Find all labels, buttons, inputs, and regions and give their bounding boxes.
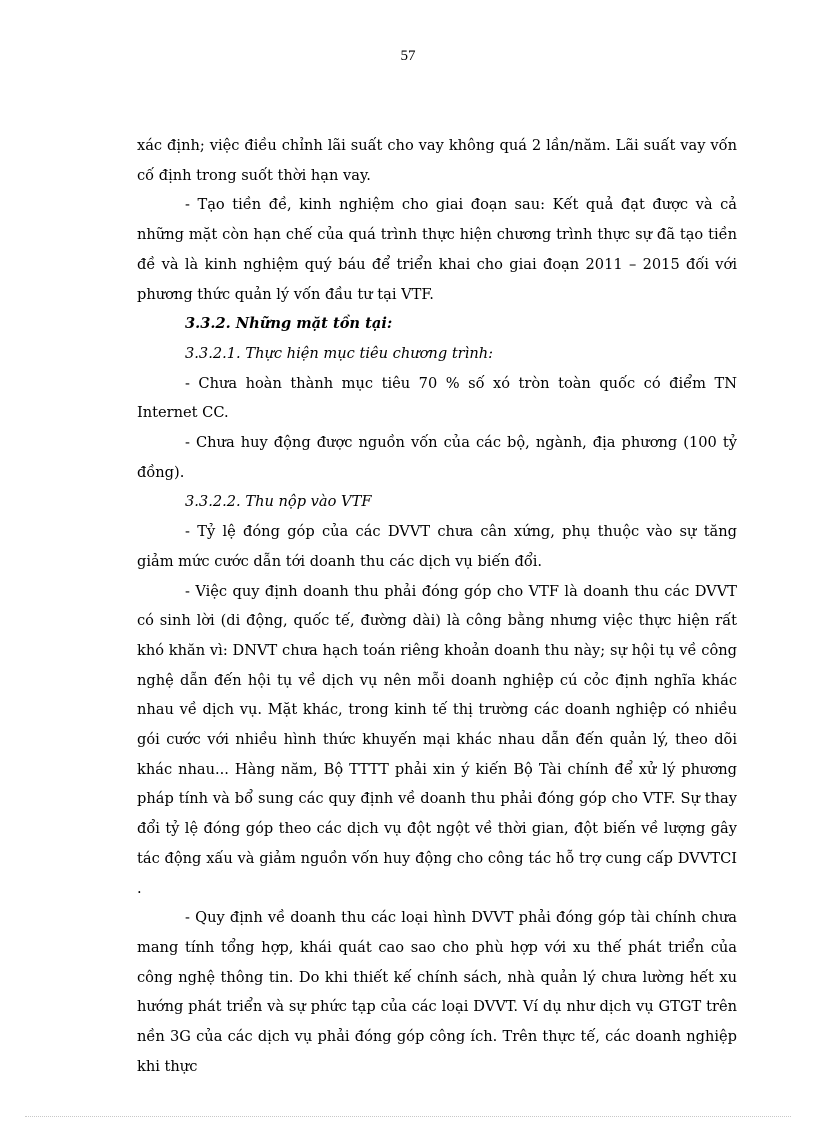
paragraph: - Chưa huy động được nguồn vốn của các bộ, ngành, địa phương (100 tỷ đồng). xyxy=(137,434,737,481)
paragraph: xác định; việc điều chỉnh lãi suất cho vay không quá 2 lần/năm. Lãi suất vay vốn cố định trong suốt thời hạn vay. xyxy=(137,137,737,184)
section-heading: 3.3.2. Những mặt tồn tại: xyxy=(185,315,393,333)
paragraph: - Việc quy định doanh thu phải đóng góp cho VTF là doanh thu các DVVT có sinh lời (di động, quốc tế, đường dài) là công bằng nhưng việc thực hiện rất khó khăn vì: DNVT chưa hạch toán riêng khoản doanh thu này; sự hội tụ về công nghệ dẫn đến hội tụ về dịch vụ nên mỗi doanh nghiệp cú cỏc định nghĩa khác nhau về dịch vụ. Mặt khác, trong kinh tế thị trường các doanh nghiệp có nhiều gói cước với nhiều hình thức khuyến mại khác nhau dẫn đến quản lý, theo dõi khác nhau... Hàng năm, Bộ TTTT phải xin ý kiến Bộ Tài chính để xử lý phương pháp tính và bổ sung các quy định về doanh thu phải đóng góp cho VTF. Sự thay đổi tỷ lệ đóng góp theo các dịch vụ đột ngột về thời gian, đột biến về lượng gây tác động xấu và giảm nguồn vốn huy động cho công tác hỗ trợ cung cấp DVVTCI . xyxy=(137,582,737,897)
subsection-heading: 3.3.2.1. Thực hiện mục tiêu chương trình: xyxy=(185,344,494,362)
document-body xyxy=(137,131,737,1082)
paragraph: - Quy định về doanh thu các loại hình DVVT phải đóng góp tài chính chưa mang tính tổng hợp, khái quát cao sao cho phù hợp với xu thế phát triển của công nghệ thông tin. Do khi thiết kế chính sách, nhà quản lý chưa lường hết xu hướng phát triển và sự phức tạp của các loại DVVT. Ví dụ như dịch vụ GTGT trên nền 3G của các dịch vụ phải đóng góp công ích. Trên thực tế, các doanh nghiệp khi thực xyxy=(137,909,737,1075)
paragraph: - Chưa hoàn thành mục tiêu 70 % số xó tròn toàn quốc có điểm TN Internet CC. xyxy=(137,374,737,422)
paragraph: - Tỷ lệ đóng góp của các DVVT chưa cân xứng, phụ thuộc vào sự tăng giảm mức cước dẫn tới doanh thu các dịch vụ biến đổi. xyxy=(137,523,737,570)
subsection-heading: 3.3.2.2. Thu nộp vào VTF xyxy=(185,493,372,511)
paragraph: - Tạo tiền đề, kinh nghiệm cho giai đoạn sau: Kết quả đạt được và cả những mặt còn hạn chế của quá trình thực hiện chương trình thực sự đã tạo tiền đề và là kinh nghiệm quý báu để triển khai cho giai đoạn 2011 – 2015 đối với phương thức quản lý vốn đầu tư tại VTF. xyxy=(137,196,737,303)
page-bottom-border xyxy=(25,1116,791,1117)
page-number: 57 xyxy=(400,48,416,64)
